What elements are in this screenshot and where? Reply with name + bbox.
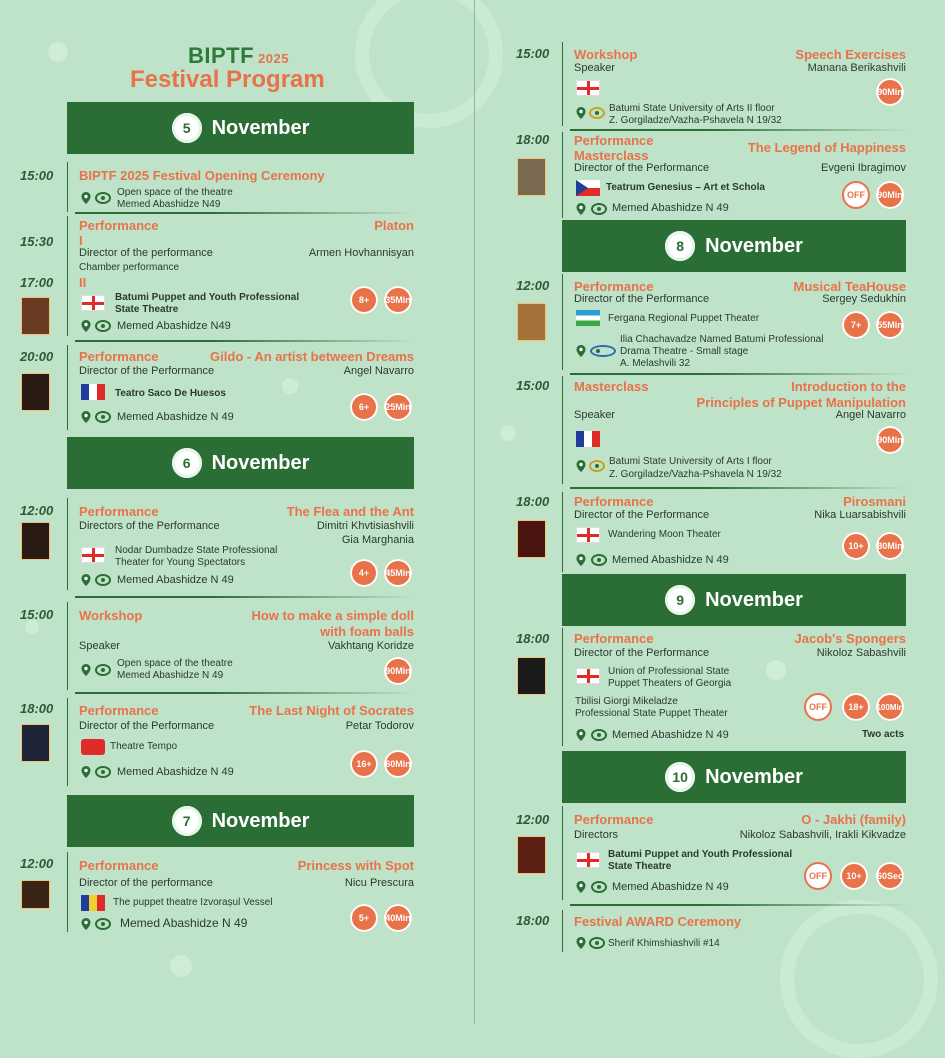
- role-label: Director of the performance: [79, 877, 213, 889]
- event-time: 15:30: [20, 234, 54, 249]
- theatre-logo-icon: [591, 554, 607, 566]
- theatre-name: Teatrum Genesius – Art et Schola: [606, 182, 765, 193]
- person-name: Dimitri Khvtisiashvili: [316, 520, 414, 532]
- georgia-flag-icon: [576, 852, 600, 868]
- role-label: Directors: [574, 829, 619, 841]
- event-title: BIPTF 2025 Festival Opening Ceremony: [79, 168, 325, 183]
- theatre-logo-icon: [591, 881, 607, 893]
- theatre-name: Batumi Puppet and Youth Professional: [608, 849, 793, 860]
- timeline-bar: [562, 628, 563, 746]
- event-type: Performance: [574, 133, 654, 148]
- person-name: Nikoloz Sabashvili, Irakli Kikvadze: [739, 829, 906, 841]
- person-name: Nikoloz Sabashvili: [816, 647, 906, 659]
- day-header-8: 8 November: [562, 220, 906, 272]
- event-time: 15:00: [20, 607, 54, 622]
- venue-line: Memed Abashidze N49: [117, 320, 231, 332]
- event-title: Pirosmani: [843, 494, 906, 509]
- event-title: Gildo - An artist between Dreams: [210, 349, 414, 364]
- person-name: Angel Navarro: [835, 409, 906, 421]
- event-title: The Flea and the Ant: [286, 504, 414, 519]
- off-badge: OFF: [842, 181, 870, 209]
- event-time: 15:00: [516, 46, 550, 61]
- event-type: Performance: [574, 494, 654, 509]
- age-badge: 18+: [842, 693, 870, 721]
- venue-line: Batumi State University of Arts I floor: [609, 456, 772, 467]
- part-label: II: [79, 275, 87, 290]
- theatre-name: Wandering Moon Theater: [608, 529, 721, 540]
- location-pin-icon: [575, 554, 587, 566]
- event-type: Performance: [79, 349, 159, 364]
- duration-badge: 90Min: [876, 426, 904, 454]
- person-name: Sergey Sedukhin: [822, 293, 906, 305]
- event-time: 12:00: [516, 278, 550, 293]
- person-name: Nicu Prescura: [344, 877, 414, 889]
- event-type: Performance: [79, 703, 159, 718]
- theatre-name: Teatro Saco De Huesos: [115, 388, 226, 399]
- event-time: 20:00: [20, 349, 54, 364]
- theatre-name: Tbilisi Giorgi Mikeladze: [575, 696, 678, 707]
- university-logo-icon: [589, 460, 605, 472]
- venue-line: Memed Abashidze N 49: [117, 411, 234, 423]
- separator-line: [75, 340, 415, 342]
- venue-line: Memed Abashidze N 49: [117, 574, 234, 586]
- day-header-5: 5 November: [67, 102, 414, 154]
- event-type: Masterclass: [574, 379, 649, 394]
- person-name: Vakhtang Koridze: [327, 640, 414, 652]
- event-time: 18:00: [516, 494, 550, 509]
- poster-thumbnail: [21, 373, 50, 411]
- timeline-bar: [562, 42, 563, 126]
- event-title: Principles of Puppet Manipulation: [696, 395, 906, 410]
- duration-badge: 100Min: [876, 693, 904, 721]
- separator-line: [75, 212, 415, 214]
- theatre-logo-icon: [591, 729, 607, 741]
- separator-line: [570, 373, 908, 375]
- theatre-name: Batumi Puppet and Youth Professional: [115, 292, 300, 303]
- theatre-name: Fergana Regional Puppet Theater: [608, 313, 760, 324]
- person-name: Evgeni Ibragimov: [821, 162, 906, 174]
- poster-thumbnail: [517, 158, 546, 196]
- location-pin-icon: [575, 460, 587, 472]
- off-badge: OFF: [804, 862, 832, 890]
- venue-line: Memed Abashidze N 49: [612, 881, 729, 893]
- moldova-flag-icon: [81, 895, 105, 911]
- theatre-name: State Theatre: [608, 861, 672, 872]
- event-time: 12:00: [516, 812, 550, 827]
- poster-thumbnail: [21, 724, 50, 762]
- timeline-bar: [562, 492, 563, 572]
- theatre-name: Puppet Theaters of Georgia: [608, 678, 732, 689]
- event-title: The Legend of Happiness: [747, 140, 906, 155]
- duration-badge: 60Sec: [876, 862, 904, 890]
- timeline-bar: [562, 132, 563, 218]
- separator-line: [75, 692, 415, 694]
- poster-thumbnail: [517, 303, 546, 341]
- role-label: Director of the Performance: [79, 365, 215, 377]
- event-type: Masterclass: [574, 148, 649, 163]
- event-type: Performance: [79, 504, 159, 519]
- age-badge: 4+: [350, 559, 378, 587]
- timeline-bar: [562, 806, 563, 900]
- event-time: 18:00: [516, 132, 550, 147]
- venue-line: Memed Abashidze N 49: [612, 202, 729, 214]
- venue-line: Memed Abashidze N49: [117, 199, 221, 210]
- duration-badge: 40Min: [384, 904, 412, 932]
- theatre-logo-icon: [95, 664, 111, 676]
- event-time: 15:00: [20, 168, 54, 183]
- day-header-10: 10 November: [562, 751, 906, 803]
- event-time: 18:00: [516, 913, 550, 928]
- venue-line: Memed Abashidze N 49: [612, 729, 729, 741]
- duration-badge: 90Min: [384, 657, 412, 685]
- person-name: Manana Berikashvili: [807, 62, 906, 74]
- festival-logo: BIPTF 2025: [188, 43, 289, 68]
- bubble-decoration: [282, 378, 298, 394]
- theatre-logo-icon: [95, 320, 111, 332]
- theatre-logo-icon: [95, 411, 111, 423]
- poster-thumbnail: [21, 522, 50, 560]
- venue-line: Memed Abashidze N 49: [117, 670, 224, 681]
- duration-badge: 55Min: [876, 311, 904, 339]
- venue-line: Ilia Chachavadze Named Batumi Professional: [620, 334, 824, 345]
- duration-badge: 60Min: [384, 750, 412, 778]
- person-name: Angel Navarro: [343, 365, 414, 377]
- location-pin-icon: [575, 729, 587, 741]
- czech-flag-icon: [576, 180, 600, 196]
- location-pin-icon: [80, 766, 92, 778]
- theatre-logo-icon: [591, 203, 607, 215]
- poster-thumbnail: [21, 880, 50, 909]
- venue-line: Batumi State University of Arts II floor: [609, 103, 775, 114]
- day-header-7: 7 November: [67, 795, 414, 847]
- venue-line: Z. Gorgiladze/Vazha-Pshavela N 19/32: [609, 469, 782, 480]
- venue-line: Open space of the theatre: [117, 187, 233, 198]
- timeline-bar: [67, 602, 68, 690]
- venue-line: Drama Theatre - Small stage: [620, 346, 749, 357]
- event-title: Festival AWARD Ceremony: [574, 914, 742, 929]
- timeline-bar: [67, 345, 68, 430]
- theatre-logo-icon: [95, 192, 111, 204]
- event-title: Introduction to the: [791, 379, 906, 394]
- theatre-logo-icon: [95, 574, 111, 586]
- role-label: Director of the Performance: [574, 162, 710, 174]
- event-title: Musical TeaHouse: [793, 279, 906, 294]
- day-header-9: 9 November: [562, 574, 906, 626]
- event-title: How to make a simple doll: [251, 608, 414, 623]
- georgia-flag-icon: [576, 527, 600, 543]
- role-label: Speaker: [79, 640, 120, 652]
- turkey-flag-icon: [81, 739, 105, 755]
- bubble-decoration: [48, 42, 68, 62]
- georgia-flag-icon: [81, 295, 105, 311]
- theatre-name: Union of Professional State: [608, 666, 730, 677]
- column-divider: [474, 0, 475, 1024]
- gear-decoration: [780, 900, 938, 1058]
- separator-line: [570, 487, 908, 489]
- venue-line: Z. Gorgiladze/Vazha-Pshavela N 19/32: [609, 115, 782, 126]
- timeline-bar: [67, 698, 68, 786]
- duration-badge: 25Min: [384, 393, 412, 421]
- age-badge: 5+: [350, 904, 378, 932]
- location-pin-icon: [80, 574, 92, 586]
- role-label: Director of the Performance: [79, 720, 215, 732]
- university-logo-icon: [589, 107, 605, 119]
- event-title: The Last Night of Socrates: [249, 703, 414, 718]
- role-label: Director of the performance: [79, 247, 213, 259]
- theatre-name: The puppet theatre Izvorașul Vessel: [113, 897, 273, 908]
- event-title: Platon: [374, 218, 414, 233]
- event-time: 12:00: [20, 856, 54, 871]
- venue-line: Memed Abashidze N 49: [612, 554, 729, 566]
- event-time: 12:00: [20, 503, 54, 518]
- poster-thumbnail: [21, 297, 50, 335]
- timeline-bar: [67, 498, 68, 590]
- venue-line: Memed Abashidze N 49: [120, 916, 248, 930]
- location-pin-icon: [80, 918, 92, 930]
- bubble-decoration: [766, 660, 786, 680]
- georgia-flag-icon: [576, 80, 600, 96]
- location-pin-icon: [80, 411, 92, 423]
- theatre-name: Theatre Tempo: [110, 741, 178, 752]
- role-label: Director of the Performance: [574, 647, 710, 659]
- event-time: 17:00: [20, 275, 54, 290]
- georgia-flag-icon: [576, 668, 600, 684]
- age-badge: 6+: [350, 393, 378, 421]
- event-type: Performance: [574, 812, 654, 827]
- duration-badge: 35Min: [384, 286, 412, 314]
- venue-line: Open space of the theatre: [117, 658, 233, 669]
- timeline-bar: [67, 852, 68, 932]
- timeline-bar: [67, 162, 68, 212]
- georgia-flag-icon: [81, 547, 105, 563]
- poster-thumbnail: [517, 836, 546, 874]
- bubble-decoration: [25, 620, 39, 634]
- event-type: Workshop: [574, 47, 638, 62]
- event-title: with foam balls: [320, 624, 414, 639]
- duration-badge: 90Min: [876, 181, 904, 209]
- age-badge: 7+: [842, 311, 870, 339]
- role-label: Directors of the Performance: [79, 520, 220, 532]
- location-pin-icon: [80, 664, 92, 676]
- bubble-decoration: [170, 955, 192, 977]
- timeline-bar: [67, 216, 68, 336]
- location-pin-icon: [575, 107, 587, 119]
- role-label: Director of the Performance: [574, 293, 710, 305]
- venue-logo-icon: [589, 937, 605, 949]
- event-title: O - Jakhi (family): [801, 812, 906, 827]
- age-badge: 16+: [350, 750, 378, 778]
- person-name: Petar Todorov: [345, 720, 414, 732]
- theatre-name: Professional State Puppet Theater: [575, 708, 728, 719]
- separator-line: [570, 904, 908, 906]
- poster-thumbnail: [517, 520, 546, 558]
- theatre-logo-icon: [95, 766, 111, 778]
- day-header-6: 6 November: [67, 437, 414, 489]
- location-pin-icon: [80, 320, 92, 332]
- event-type: Workshop: [79, 608, 143, 623]
- person-name: Gia Marghania: [341, 534, 414, 546]
- poster-thumbnail: [517, 657, 546, 695]
- off-badge: OFF: [804, 693, 832, 721]
- location-pin-icon: [575, 937, 587, 949]
- venue-line: Memed Abashidze N 49: [117, 766, 234, 778]
- event-time: 18:00: [20, 701, 54, 716]
- event-note: Chamber performance: [79, 262, 180, 273]
- role-label: Speaker: [574, 409, 615, 421]
- venue-line: A. Melashvili 32: [620, 358, 691, 369]
- theatre-name: State Theatre: [115, 304, 179, 315]
- france-flag-icon: [81, 384, 105, 400]
- france-flag-icon: [576, 431, 600, 447]
- uzbekistan-flag-icon: [576, 310, 600, 326]
- timeline-bar: [562, 376, 563, 484]
- separator-line: [75, 596, 415, 598]
- person-name: Armen Hovhannisyan: [308, 247, 414, 259]
- theatre-name: Theater for Young Spectators: [115, 557, 246, 568]
- event-type: Performance: [79, 858, 159, 873]
- part-label: I: [79, 233, 83, 248]
- separator-line: [570, 129, 908, 131]
- location-pin-icon: [80, 192, 92, 204]
- duration-badge: 45Min: [384, 559, 412, 587]
- event-title: Speech Exercises: [795, 47, 906, 62]
- event-type: Performance: [574, 279, 654, 294]
- event-title: Princess with Spot: [297, 858, 414, 873]
- event-note: Two acts: [861, 729, 904, 740]
- role-label: Speaker: [574, 62, 615, 74]
- age-badge: 8+: [350, 286, 378, 314]
- person-name: Nika Luarsabishvili: [814, 509, 906, 521]
- bubble-decoration: [500, 425, 516, 441]
- event-time: 15:00: [516, 378, 550, 393]
- venue-line: Sherif Khimshiashvili #14: [608, 938, 720, 949]
- event-title: Jacob's Spongers: [794, 631, 906, 646]
- location-pin-icon: [575, 203, 587, 215]
- event-type: Performance: [79, 218, 159, 233]
- role-label: Director of the Performance: [574, 509, 710, 521]
- age-badge: 10+: [840, 862, 868, 890]
- theatre-name: Nodar Dumbadze State Professional: [115, 545, 278, 556]
- age-badge: 10+: [842, 532, 870, 560]
- event-time: 18:00: [516, 631, 550, 646]
- timeline-bar: [562, 274, 563, 370]
- page-title: Festival Program: [130, 66, 325, 93]
- duration-badge: 90Min: [876, 78, 904, 106]
- theatre-logo-icon: [590, 345, 616, 357]
- location-pin-icon: [575, 345, 587, 357]
- event-type: Performance: [574, 631, 654, 646]
- location-pin-icon: [575, 881, 587, 893]
- timeline-bar: [562, 910, 563, 952]
- duration-badge: 80Min: [876, 532, 904, 560]
- theatre-logo-icon: [95, 918, 111, 930]
